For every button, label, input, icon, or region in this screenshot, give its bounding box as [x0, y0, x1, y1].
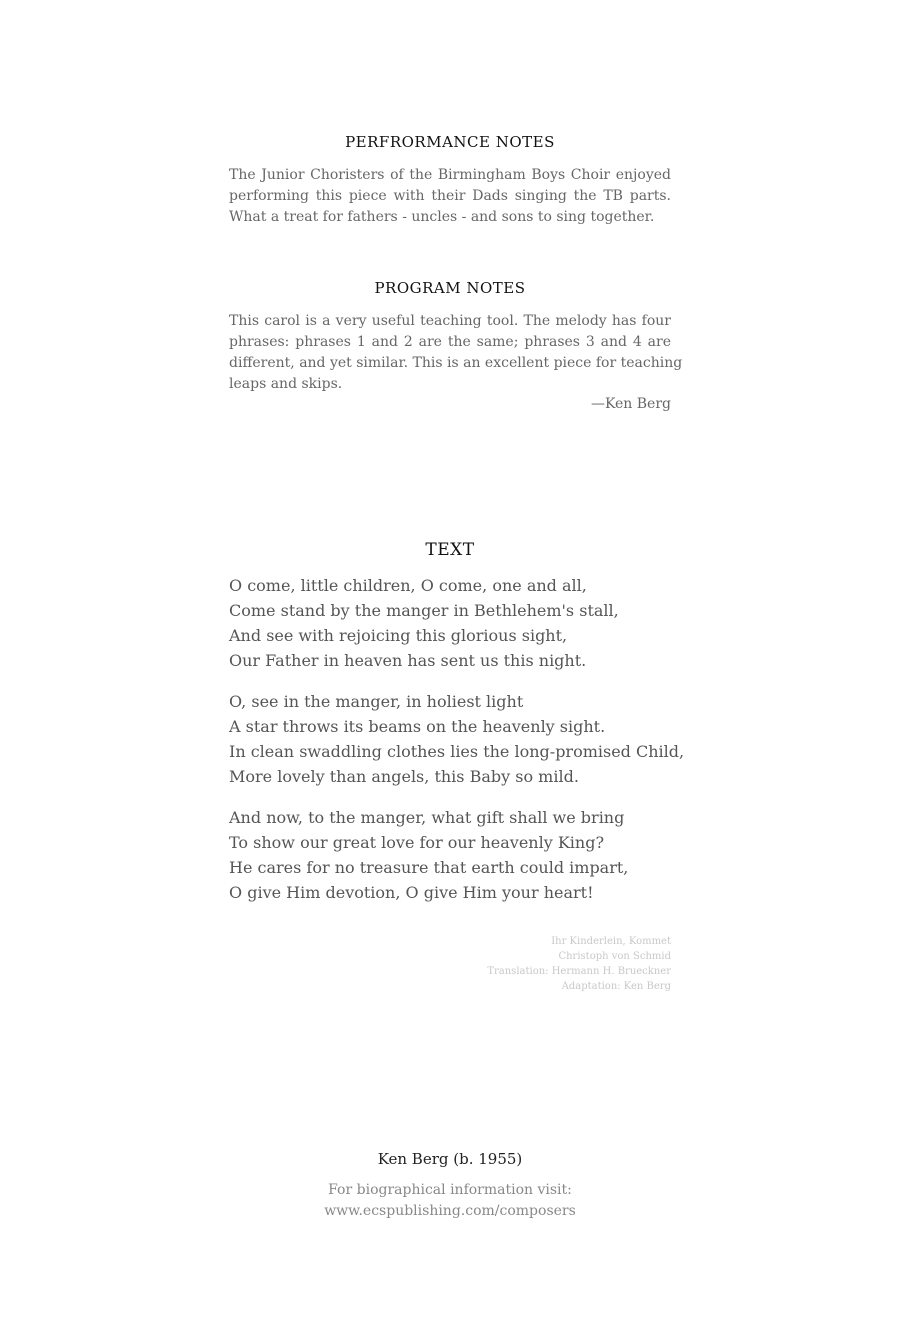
performance-notes-line: performing this piece with their Dads singing the TB parts.	[229, 188, 671, 204]
performance-notes-line: What a treat for fathers - uncles - and sons to sing together.	[229, 209, 655, 225]
credit-line: Adaptation: Ken Berg	[561, 981, 671, 992]
bio-link[interactable]: www.ecspublishing.com/composers	[324, 1203, 576, 1219]
credit-line: Christoph von Schmid	[558, 951, 671, 962]
verse-line: He cares for no treasure that earth could impart,	[229, 858, 629, 877]
program-notes-line: different, and yet similar. This is an excellent piece for teaching	[229, 355, 683, 371]
verse-line: Our Father in heaven has sent us this night.	[229, 651, 587, 670]
bio-line: For biographical information visit:	[328, 1182, 572, 1198]
verse-line: And now, to the manger, what gift shall we bring	[229, 808, 625, 827]
verse-line: In clean swaddling clothes lies the long-promised Child,	[229, 742, 685, 761]
composer-bio	[0, 1180, 900, 1222]
verse-line: A star throws its beams on the heavenly sight.	[229, 717, 606, 736]
stanza-1	[229, 573, 689, 673]
text-heading: TEXT	[425, 540, 475, 560]
credit-line: Ihr Kinderlein, Kommet	[551, 936, 671, 947]
verse-line: O give Him devotion, O give Him your heart!	[229, 883, 594, 902]
program-notes-body	[229, 311, 683, 395]
verse-line: O come, little children, O come, one and all,	[229, 576, 587, 595]
credit-line: Translation: Hermann H. Brueckner	[487, 966, 671, 977]
composer-name: Ken Berg (b. 1955)	[377, 1150, 523, 1168]
performance-notes-body	[229, 165, 671, 228]
performance-notes-heading: PERFRORMANCE NOTES	[345, 133, 555, 151]
program-notes-signature: —Ken Berg	[590, 396, 671, 412]
program-notes-line: leaps and skips.	[229, 376, 343, 392]
program-notes-line: phrases: phrases 1 and 2 are the same; phrases 3 and 4 are	[229, 334, 671, 350]
stanza-2	[229, 689, 689, 789]
performance-notes-line: The Junior Choristers of the Birmingham Boys Choir enjoyed	[229, 167, 671, 183]
verse-line: O, see in the manger, in holiest light	[229, 692, 524, 711]
verse-line: More lovely than angels, this Baby so mild.	[229, 767, 579, 786]
text-credits	[487, 934, 671, 994]
program-notes-line: This carol is a very useful teaching tool. The melody has four	[229, 313, 671, 329]
stanza-3	[229, 805, 689, 905]
program-notes-heading: PROGRAM NOTES	[374, 279, 526, 297]
verse-line: To show our great love for our heavenly King?	[229, 833, 605, 852]
verse-line: Come stand by the manger in Bethlehem's stall,	[229, 601, 619, 620]
verse-line: And see with rejoicing this glorious sight,	[229, 626, 568, 645]
